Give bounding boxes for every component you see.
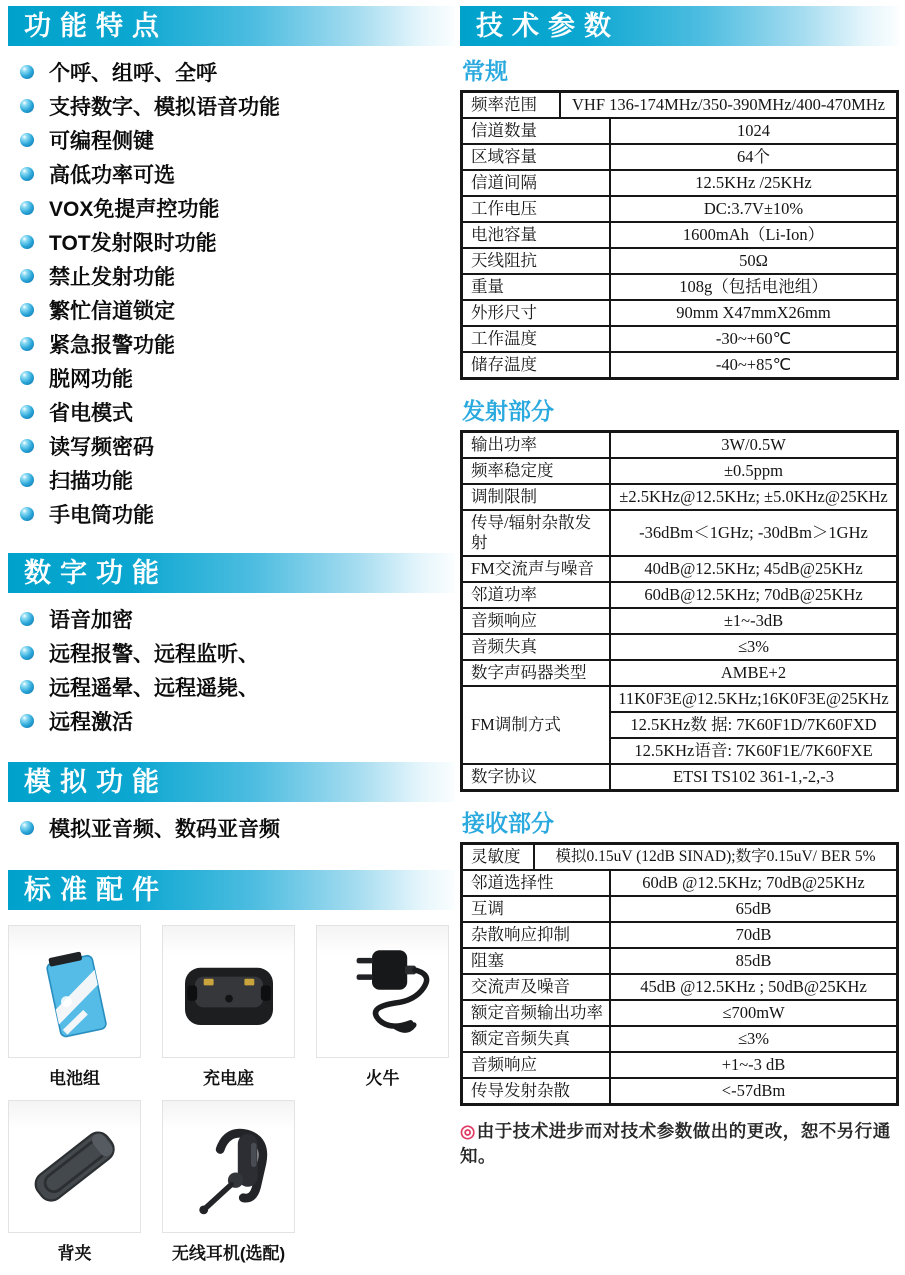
row-value: -36dBm＜1GHz; -30dBm＞1GHz: [639, 523, 868, 542]
accessory-photo-frame: [162, 925, 295, 1058]
bullet-icon: [20, 201, 34, 215]
feature-label: VOX免提声控功能: [49, 198, 220, 221]
feature-label: 繁忙信道锁定: [49, 300, 175, 323]
features-list: [8, 55, 455, 531]
list-item: [20, 191, 455, 225]
power-adapter-image: [328, 937, 438, 1047]
row-label: 天线阻抗: [463, 249, 611, 273]
row-label: 频率稳定度: [463, 459, 611, 483]
section-header-analog: [8, 762, 455, 802]
bullet-icon: [20, 439, 34, 453]
row-value: ±0.5ppm: [723, 461, 783, 480]
section-title: 模拟功能: [24, 767, 168, 797]
feature-label: 禁止发射功能: [49, 266, 175, 289]
row-label: 音频失真: [463, 635, 611, 659]
subsection-title-receiver: 接收部分: [462, 811, 554, 836]
accessory-photo-frame: [8, 1100, 141, 1233]
feature-label: 可编程侧键: [49, 130, 154, 153]
table-row: [463, 273, 896, 299]
row-value: <-57dBm: [721, 1081, 786, 1100]
section-title: 技术参数: [476, 11, 620, 41]
bullet-icon: [20, 405, 34, 419]
row-value: AMBE+2: [720, 663, 787, 682]
row-label: 区域容量: [463, 145, 611, 169]
charger-base-image: [174, 937, 284, 1047]
belt-clip-image: [20, 1112, 130, 1222]
bullet-icon: [20, 821, 34, 835]
accessory-label: 电池组: [49, 1069, 100, 1088]
row-label: 灵敏度: [463, 845, 535, 869]
row-value: 108g（包括电池组）: [679, 277, 828, 296]
table-row: [463, 763, 896, 789]
table-row: [463, 483, 896, 509]
list-item: [20, 293, 455, 327]
accessory-earphone: [162, 1100, 295, 1261]
feature-label: 读写频密码: [49, 436, 154, 459]
row-label: 互调: [463, 897, 611, 921]
row-label: 额定音频输出功率: [463, 1001, 611, 1025]
bullet-icon: [20, 473, 34, 487]
accessory-label: 火牛: [365, 1069, 400, 1088]
feature-label: 支持数字、模拟语音功能: [49, 96, 280, 119]
row-value: 45dB @12.5KHz ; 50dB@25KHz: [640, 977, 867, 996]
accessories-grid: [8, 925, 455, 1275]
table-row: [463, 999, 896, 1025]
row-value: ±2.5KHz@12.5KHz; ±5.0KHz@25KHz: [619, 487, 888, 506]
row-value: ≤3%: [737, 637, 770, 656]
bullet-icon: [20, 269, 34, 283]
table-row: [463, 221, 896, 247]
analog-list: [8, 811, 455, 845]
battery-pack-image: [20, 937, 130, 1047]
note-text: 由于技术进步而对技术参数做出的更改，恕不另行通知。: [460, 1121, 891, 1166]
table-row: [463, 921, 896, 947]
list-item: [20, 327, 455, 361]
table-row: [463, 299, 896, 325]
row-label: 储存温度: [463, 353, 611, 377]
accessory-label: 背夹: [57, 1244, 92, 1263]
list-item: [20, 225, 455, 259]
row-label: 邻道功率: [463, 583, 611, 607]
row-label: 音频响应: [463, 1053, 611, 1077]
table-row: [463, 143, 896, 169]
row-label: 输出功率: [463, 433, 611, 457]
accessory-battery: [8, 925, 141, 1086]
row-label: 工作温度: [463, 327, 611, 351]
row-label: 外形尺寸: [463, 301, 611, 325]
bullet-icon: [20, 65, 34, 79]
feature-label: 模拟亚音频、数码亚音频: [49, 818, 280, 841]
section-header-tech-params: [460, 6, 899, 46]
section-header-digital: [8, 553, 455, 593]
row-label: 信道数量: [463, 119, 611, 143]
receiver-spec-table: [460, 842, 899, 1106]
table-row: [463, 325, 896, 351]
feature-label: 紧急报警功能: [49, 334, 175, 357]
feature-label: 高低功率可选: [49, 164, 175, 187]
list-item: [20, 55, 455, 89]
bullet-icon: [20, 303, 34, 317]
bullet-icon: [20, 646, 34, 660]
transmitter-spec-table: [460, 430, 899, 792]
list-item: [20, 463, 455, 497]
feature-label: 个呼、组呼、全呼: [49, 62, 217, 85]
table-row: [463, 869, 896, 895]
table-row: [463, 659, 896, 685]
bullet-icon: [20, 714, 34, 728]
list-item: [20, 497, 455, 531]
accessory-photo-frame: [316, 925, 449, 1058]
row-label: 交流声及噪音: [463, 975, 611, 999]
bullet-icon: [20, 337, 34, 351]
row-value: 50Ω: [739, 251, 768, 270]
row-value: 64个: [737, 147, 770, 166]
section-title: 功能特点: [24, 11, 168, 41]
row-value: 1024: [737, 121, 770, 140]
row-value: -40~+85℃: [715, 355, 792, 374]
row-label: 工作电压: [463, 197, 611, 221]
digital-list: [8, 602, 455, 738]
accessory-charger: [162, 925, 295, 1086]
feature-label: 远程激活: [49, 711, 133, 734]
feature-label: 远程遥晕、远程遥毙、: [49, 677, 259, 700]
row-label: 调制限制: [463, 485, 611, 509]
section-header-features: [8, 6, 455, 46]
row-value: 12.5KHz数 据: 7K60F1D/7K60FXD: [611, 711, 896, 737]
table-row: [463, 947, 896, 973]
bullet-icon: [20, 99, 34, 113]
row-value: 40dB@12.5KHz; 45dB@25KHz: [644, 559, 863, 578]
fm-modulation-values: [611, 687, 896, 763]
list-item: [20, 395, 455, 429]
list-item: [20, 704, 455, 738]
table-row: [463, 351, 896, 377]
table-row: [463, 169, 896, 195]
row-value: ≤700mW: [722, 1003, 785, 1022]
row-value: 60dB @12.5KHz; 70dB@25KHz: [642, 873, 865, 892]
accessory-photo-frame: [162, 1100, 295, 1233]
table-row: [463, 1025, 896, 1051]
table-row-fm-modulation: [463, 685, 896, 763]
subsection-title-general: 常规: [462, 59, 508, 84]
bullet-icon: [20, 235, 34, 249]
row-label: 数字声码器类型: [463, 661, 611, 685]
table-row: [463, 247, 896, 273]
row-label: 额定音频失真: [463, 1027, 611, 1051]
subsection-title-transmitter: 发射部分: [462, 399, 554, 424]
row-value: ±1~-3dB: [723, 611, 784, 630]
feature-label: TOT发射限时功能: [49, 232, 217, 255]
accessory-power-adapter: [316, 925, 449, 1086]
row-label: 杂散响应抑制: [463, 923, 611, 947]
bullet-icon: [20, 612, 34, 626]
bullet-icon: [20, 133, 34, 147]
section-title: 标准配件: [24, 875, 168, 905]
row-label: 重量: [463, 275, 611, 299]
row-label: FM交流声与噪音: [463, 557, 611, 581]
left-column: [8, 6, 455, 1275]
row-value: 12.5KHz语音: 7K60F1E/7K60FXE: [611, 737, 896, 763]
row-value: +1~-3 dB: [721, 1055, 786, 1074]
table-row: [463, 581, 896, 607]
feature-label: 手电筒功能: [49, 504, 154, 527]
row-label: FM调制方式: [463, 687, 611, 763]
table-row: [463, 1051, 896, 1077]
list-item: [20, 123, 455, 157]
row-value: 85dB: [735, 951, 772, 970]
table-row: [463, 845, 896, 869]
row-label: 阻塞: [463, 949, 611, 973]
feature-label: 省电模式: [49, 402, 133, 425]
row-value: 3W/0.5W: [721, 435, 786, 454]
accessory-photo-frame: [8, 925, 141, 1058]
bullet-icon: [20, 371, 34, 385]
feature-label: 脱网功能: [49, 368, 133, 391]
table-row: [463, 195, 896, 221]
general-spec-table: [460, 90, 899, 380]
row-value: ETSI TS102 361-1,-2,-3: [672, 767, 835, 786]
wireless-earphone-image: [174, 1112, 284, 1222]
row-value: 90mm X47mmX26mm: [676, 303, 831, 322]
row-value: -30~+60℃: [715, 329, 792, 348]
table-row: [463, 117, 896, 143]
list-item: [20, 670, 455, 704]
bullet-icon: [20, 167, 34, 181]
table-row: [463, 93, 896, 117]
right-column: [460, 6, 899, 1275]
row-value: 65dB: [735, 899, 772, 918]
row-label: 频率范围: [463, 93, 561, 117]
table-row: [463, 633, 896, 659]
bullet-icon: [20, 507, 34, 521]
accessory-label: 充电座: [203, 1069, 254, 1088]
feature-label: 语音加密: [49, 609, 133, 632]
list-item: [20, 259, 455, 293]
table-row: [463, 607, 896, 633]
table-row: [463, 1077, 896, 1103]
row-label: 邻道选择性: [463, 871, 611, 895]
accessory-label: 无线耳机(选配): [171, 1244, 286, 1263]
list-item: [20, 157, 455, 191]
row-label: 音频响应: [463, 609, 611, 633]
row-value: 70dB: [735, 925, 772, 944]
table-row: [463, 973, 896, 999]
list-item: [20, 811, 455, 845]
row-value: ≤3%: [737, 1029, 770, 1048]
row-label: 电池容量: [463, 223, 611, 247]
list-item: [20, 89, 455, 123]
list-item: [20, 602, 455, 636]
row-label: 传导/辐射杂散发射: [463, 511, 611, 555]
row-label: 数字协议: [463, 765, 611, 789]
table-row: [463, 555, 896, 581]
row-value: VHF 136-174MHz/350-390MHz/400-470MHz: [571, 95, 886, 114]
accessory-belt-clip: [8, 1100, 141, 1261]
bullet-icon: [20, 680, 34, 694]
row-label: 传导发射杂散: [463, 1079, 611, 1103]
row-value: 60dB@12.5KHz; 70dB@25KHz: [644, 585, 863, 604]
row-label: 信道间隔: [463, 171, 611, 195]
row-value: DC:3.7V±10%: [703, 199, 804, 218]
row-value: 模拟0.15uV (12dB SINAD);数字0.15uV/ BER 5%: [555, 848, 876, 865]
section-title: 数字功能: [24, 558, 168, 588]
table-row: [463, 895, 896, 921]
section-header-accessories: [8, 870, 455, 910]
disclaimer-note: [460, 1118, 899, 1168]
table-row: [463, 457, 896, 483]
list-item: [20, 429, 455, 463]
table-row: [463, 509, 896, 555]
list-item: [20, 361, 455, 395]
row-value: 11K0F3E@12.5KHz;16K0F3E@25KHz: [618, 689, 889, 708]
note-marker-icon: ◎: [460, 1121, 476, 1141]
row-value: 12.5KHz /25KHz: [695, 173, 812, 192]
feature-label: 远程报警、远程监听、: [49, 643, 259, 666]
list-item: [20, 636, 455, 670]
table-row: [463, 433, 896, 457]
feature-label: 扫描功能: [49, 470, 133, 493]
row-value: 1600mAh（Li-Ion）: [682, 225, 825, 244]
